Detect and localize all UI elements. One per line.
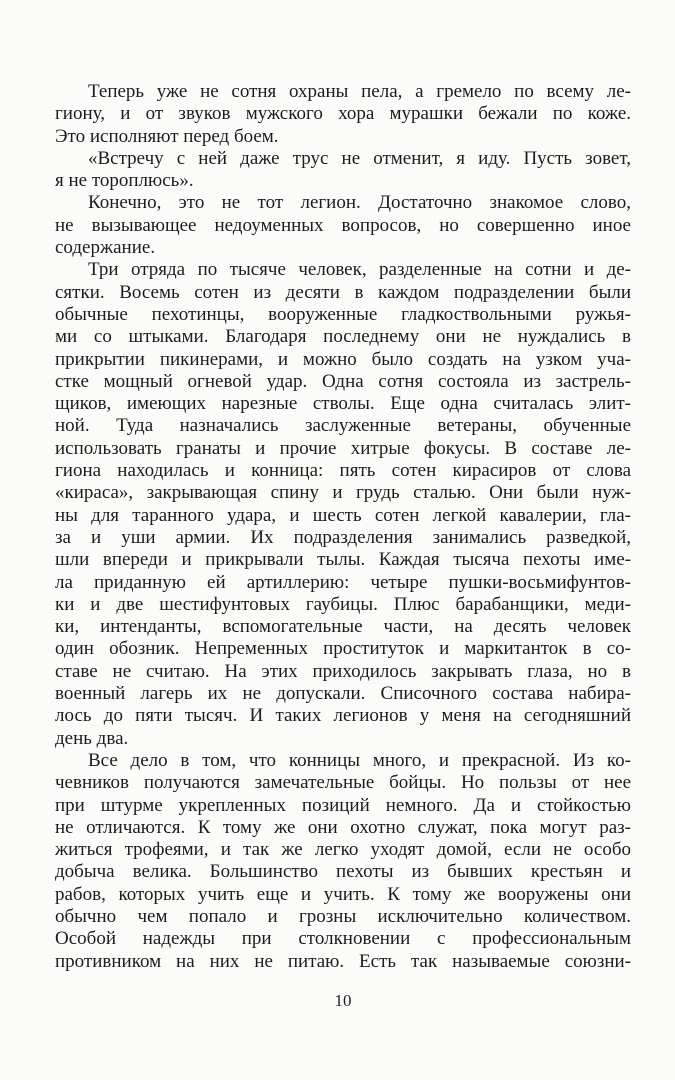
text-line: военный лагерь их не допускали. Списочного состава набира-: [55, 683, 631, 705]
text-line: щиков, имеющих нарезные стволы. Еще одна считалась элит-: [55, 393, 631, 415]
text-line: при штурме укрепленных позиций немного. Да и стойкостью: [55, 794, 631, 816]
text-line: ми со штыками. Благодаря последнему они не нуждались в: [55, 326, 631, 348]
text-line: Это исполняют перед боем.: [55, 125, 279, 147]
text-line: ла приданную ей артиллерию: четыре пушки-восьмифунтов-: [55, 571, 631, 593]
text-line: гиону, и от звуков мужского хора мурашки бежали по коже.: [55, 103, 631, 125]
paragraph: [55, 192, 631, 259]
text-line: ки и две шестифунтовых гаубицы. Плюс барабанщики, меди-: [55, 593, 631, 615]
text-line: стке мощный огневой удар. Одна сотня состояла из застрель-: [55, 370, 631, 392]
text-line: рабов, которых учить еще и учить. К тому же вооружены они: [55, 883, 631, 905]
text-line: содержание.: [55, 237, 156, 259]
page-number: 10: [334, 991, 352, 1010]
text-line: один обозник. Непременных проституток и маркитанток в со-: [55, 638, 631, 660]
text-line: добыча велика. Большинство пехоты из бывших крестьян и: [55, 861, 631, 883]
text-line: Все дело в том, что конницы много, и прекрасной. Из ко-: [88, 749, 631, 771]
text-line: я не тороплюсь».: [55, 170, 194, 192]
text-line: шли впереди и прикрывали тылы. Каждая тысяча пехоты име-: [55, 549, 631, 571]
text-line: за и уши армии. Их подразделения занимались разведкой,: [55, 526, 631, 548]
text-line: обычно чем попало и грозны исключительно количеством.: [55, 905, 631, 927]
text-line: ной. Туда назначались заслуженные ветераны, обученные: [55, 415, 631, 437]
page-text: [55, 81, 631, 973]
text-line: Особой надежды при столкновении с профессиональным: [55, 928, 631, 950]
text-line: ставе не считаю. На этих приходилось закрывать глаза, но в: [55, 660, 631, 682]
paragraph: [55, 81, 631, 148]
paragraph: [55, 750, 631, 973]
text-line: «кираса», закрывающая спину и грудь сталью. Они были нуж-: [55, 482, 631, 504]
text-line: лось до пяти тысяч. И таких легионов у меня на сегодняшний: [55, 705, 631, 727]
text-line: день два.: [55, 727, 129, 749]
text-line: Конечно, это не тот легион. Достаточно знакомое слово,: [88, 192, 631, 214]
text-line: Три отряда по тысяче человек, разделенные на сотни и де-: [88, 259, 631, 281]
text-line: «Встречу с ней даже трус не отменит, я иду. Пусть зовет,: [88, 147, 631, 169]
text-line: противником на них не питаю. Есть так называемые союзни-: [55, 950, 631, 972]
text-line: ны для таранного удара, и шесть сотен легкой кавалерии, гла-: [55, 504, 631, 526]
paragraph: [55, 148, 631, 193]
text-line: прикрытии пикинерами, и можно было создать на узком уча-: [55, 348, 631, 370]
text-line: использовать гранаты и прочие хитрые фокусы. В составе ле-: [55, 437, 631, 459]
text-line: гиона находилась и конница: пять сотен кирасиров от слова: [55, 460, 631, 482]
text-line: житься трофеями, и так же легко уходят домой, если не особо: [55, 839, 631, 861]
text-line: сятки. Восемь сотен из десяти в каждом подразделении были: [55, 281, 631, 303]
text-line: не вызывающее недоуменных вопросов, но совершенно иное: [55, 214, 631, 236]
text-line: ки, интенданты, вспомогательные части, на десять человек: [55, 616, 631, 638]
text-line: не отличаются. К тому же они охотно служат, пока могут раз-: [55, 816, 631, 838]
text-line: обычные пехотинцы, вооруженные гладкоствольными ружья-: [55, 303, 631, 325]
text-line: чевников получаются замечательные бойцы. Но пользы от нее: [55, 772, 631, 794]
text-line: Теперь уже не сотня охраны пела, а гремело по всему ле-: [88, 81, 631, 102]
paragraph: [55, 259, 631, 750]
